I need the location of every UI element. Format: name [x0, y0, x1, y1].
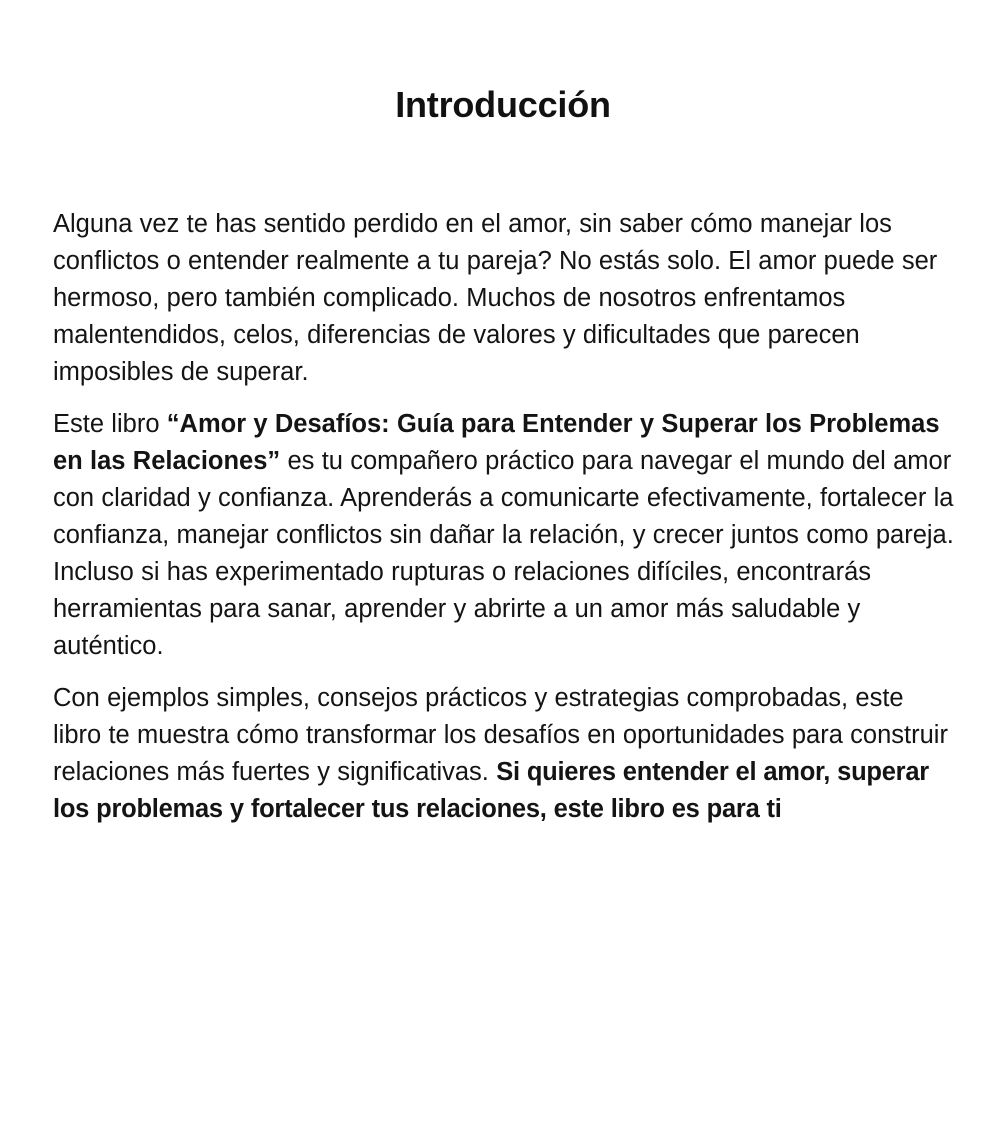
paragraph-intro-hook	[53, 206, 955, 391]
paragraph-closing-call	[53, 680, 955, 828]
text-run: Con ejemplos simples, consejos prácticos y estrategias comprobadas, este libro te muestra cómo transformar los desafíos en oportunidades para construir relaciones más fuertes y significativas.	[53, 684, 948, 786]
book-title-emphasis: “Amor y Desafíos: Guía para Entender y Superar los Problemas en las Relaciones”	[53, 410, 940, 475]
paragraph-book-pitch	[53, 406, 955, 665]
text-run: Alguna vez te has sentido perdido en el amor, sin saber cómo manejar los conflictos o entender realmente a tu pareja? No estás solo. El amor puede ser hermoso, pero también complicado. Muchos de nosotros enfrentamos malentendidos, celos, diferencias de valores y dificultades que parecen imposibles de superar.	[53, 210, 938, 386]
text-run: es tu compañero práctico para navegar el mundo del amor con claridad y confianza. Aprenderás a comunicarte efectivamente, fortalecer la confianza, manejar conflictos sin dañar la relación, y crecer juntos como pareja. Incluso si has experimentado rupturas o relaciones difíciles, encontrarás herramientas para sanar, aprender y abrirte a un amor más saludable y auténtico.	[53, 447, 954, 660]
page-title: Introducción	[395, 84, 611, 125]
call-to-action-emphasis: Si quieres entender el amor, superar los problemas y fortalecer tus relaciones, este libro es para ti	[53, 758, 929, 823]
text-run: Este libro	[53, 410, 167, 438]
body-text-container	[53, 206, 955, 828]
